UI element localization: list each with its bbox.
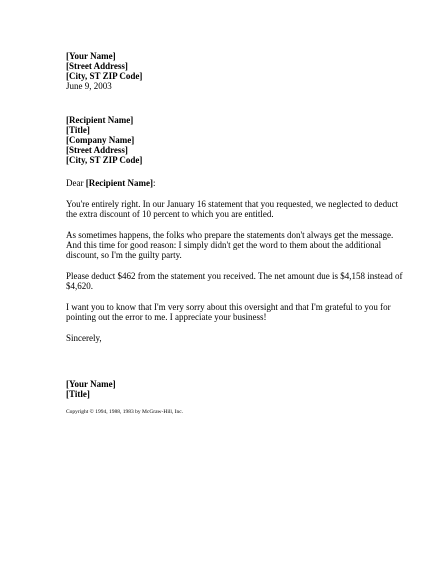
paragraph-1: You're entirely right. In our January 16 statement that you requested, we neglected to deduct the extra discount of 10 percent to which you are entitled. <box>66 199 399 219</box>
recipient-address <box>66 115 406 165</box>
salutation <box>66 178 406 188</box>
sender-city: [City, ST ZIP Code] <box>66 71 143 81</box>
salutation-name: [Recipient Name] <box>85 178 153 188</box>
signature-title: [Title] <box>66 389 90 399</box>
recipient-title: [Title] <box>66 125 90 135</box>
closing: Sincerely, <box>66 333 102 343</box>
salutation-suffix: : <box>152 178 156 188</box>
sender-name: [Your Name] <box>66 51 116 61</box>
sender-street: [Street Address] <box>66 61 128 71</box>
salutation-prefix: Dear <box>66 178 86 188</box>
paragraph-4: I want you to know that I'm very sorry about this oversight and that I'm grateful to you for pointing out the error to me. I appreciate your business! <box>66 302 391 322</box>
recipient-name: [Recipient Name] <box>66 115 134 125</box>
sender-address <box>66 51 406 81</box>
signature-block <box>66 379 406 399</box>
copyright-notice: Copyright © 1994, 1988, 1983 by McGraw-Hill, Inc. <box>66 409 184 415</box>
recipient-company: [Company Name] <box>66 135 135 145</box>
recipient-city: [City, ST ZIP Code] <box>66 155 143 165</box>
signature-name: [Your Name] <box>66 379 116 389</box>
letter-date: June 9, 2003 <box>66 81 112 91</box>
letter-body <box>66 51 406 416</box>
paragraph-2: As sometimes happens, the folks who prepare the statements don't always get the message. And this time for good reason: I simply didn't get the word to them about the additional discount, so I'm the guilty party. <box>66 230 394 260</box>
recipient-street: [Street Address] <box>66 145 128 155</box>
paragraph-3: Please deduct $462 from the statement you received. The net amount due is $4,158 instead of $4,620. <box>66 271 403 291</box>
